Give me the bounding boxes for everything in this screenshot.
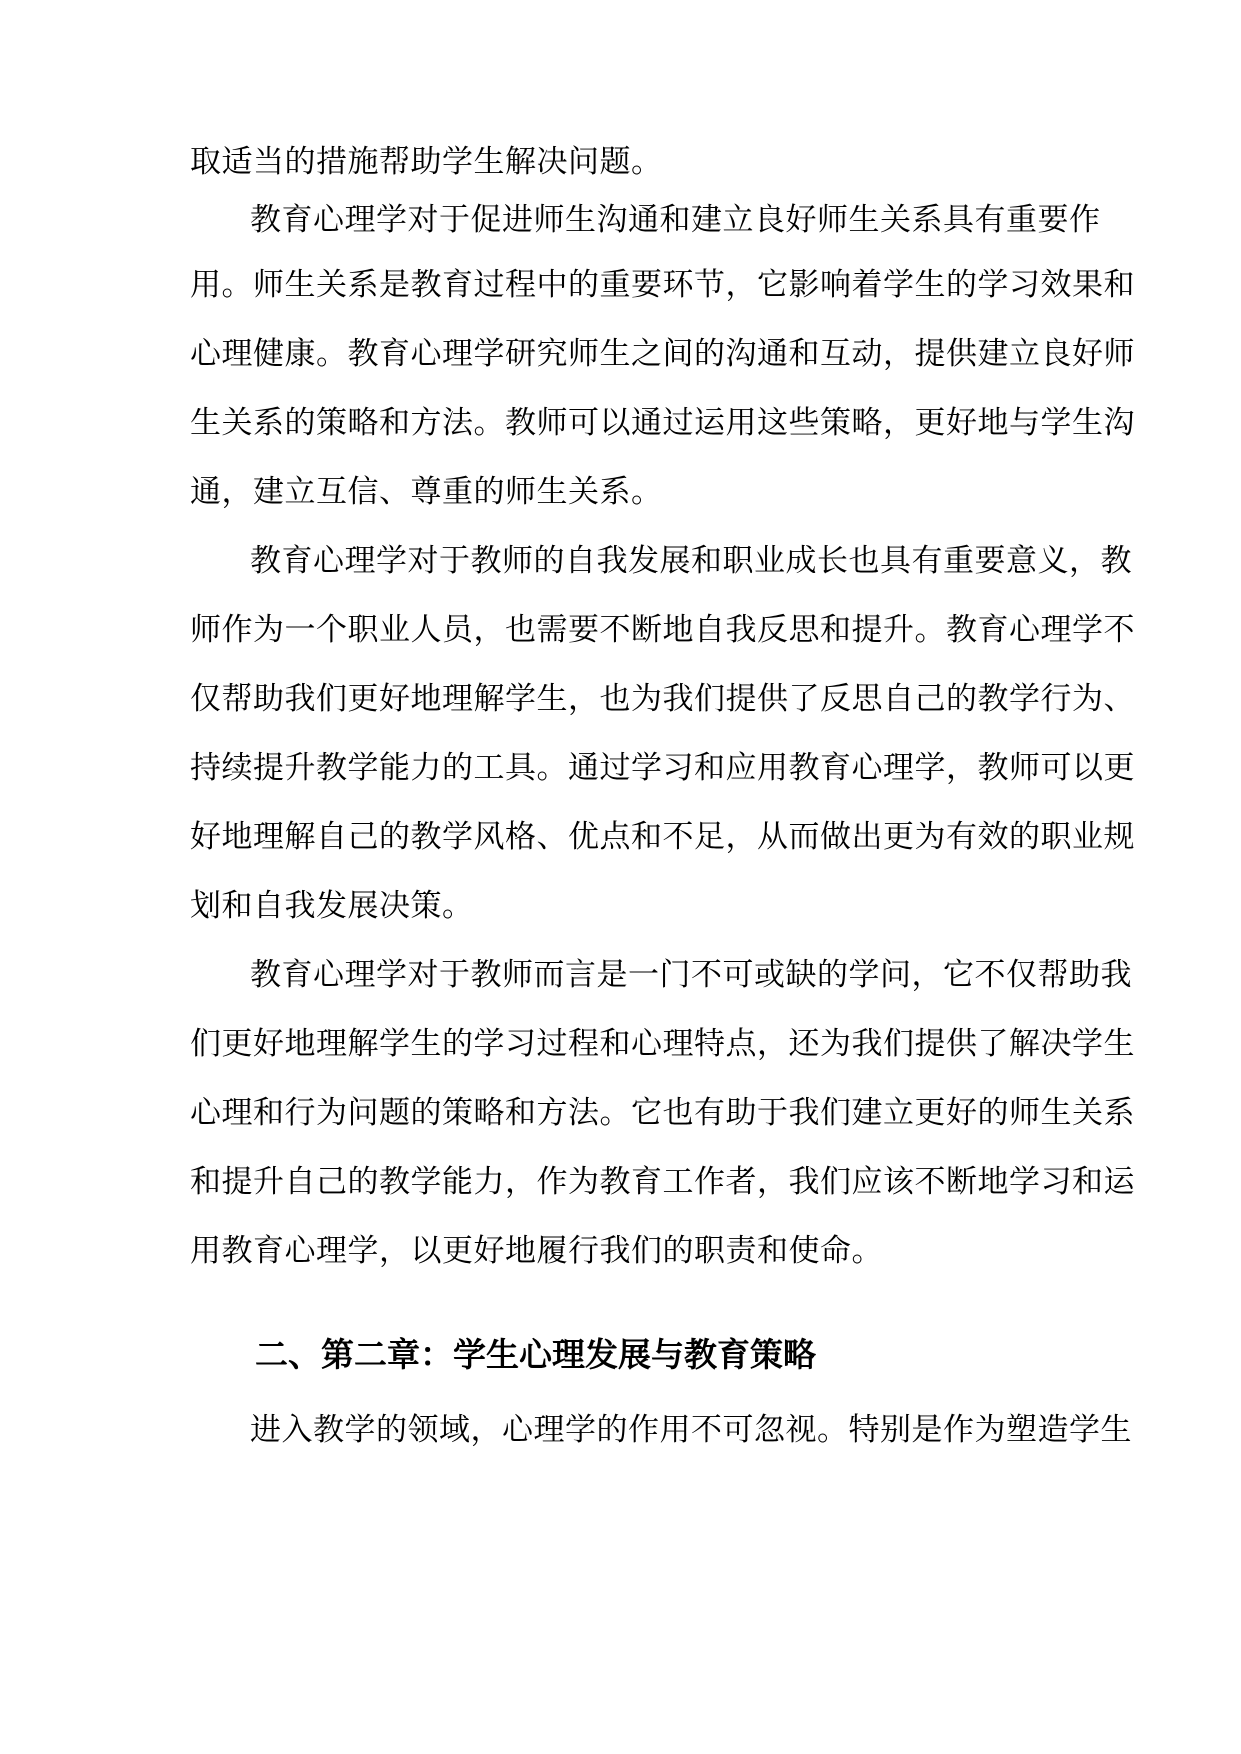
text-line: 教育心理学对于促进师生沟通和建立良好师生关系具有重要作: [250, 202, 1101, 238]
text-line: 持续提升教学能力的工具。通过学习和应用教育心理学，教师可以更: [190, 750, 1135, 786]
text-line: 用教育心理学，以更好地履行我们的职责和使命。: [190, 1233, 883, 1269]
text-line: 们更好地理解学生的学习过程和心理特点，还为我们提供了解决学生: [190, 1026, 1135, 1062]
text-line: 和提升自己的教学能力，作为教育工作者，我们应该不断地学习和运: [190, 1164, 1135, 1200]
text-line: 好地理解自己的教学风格、优点和不足，从而做出更为有效的职业规: [190, 819, 1135, 855]
text-line: 教育心理学对于教师而言是一门不可或缺的学问，它不仅帮助我: [250, 957, 1132, 993]
text-line: 教育心理学对于教师的自我发展和职业成长也具有重要意义，教: [250, 543, 1132, 579]
text-line: 进入教学的领域，心理学的作用不可忽视。特别是作为塑造学生: [250, 1412, 1132, 1448]
text-line: 划和自我发展决策。: [190, 888, 474, 924]
text-line: 仅帮助我们更好地理解学生，也为我们提供了反思自己的教学行为、: [190, 681, 1135, 717]
section-heading: 二、第二章：学生心理发展与教育策略: [255, 1335, 816, 1374]
text-line: 用。师生关系是教育过程中的重要环节，它影响着学生的学习效果和: [190, 267, 1135, 303]
text-line: 生关系的策略和方法。教师可以通过运用这些策略，更好地与学生沟: [190, 405, 1135, 441]
text-line: 通，建立互信、尊重的师生关系。: [190, 474, 663, 510]
text-line: 师作为一个职业人员，也需要不断地自我反思和提升。教育心理学不: [190, 612, 1135, 648]
text-line: 取适当的措施帮助学生解决问题。: [190, 144, 663, 180]
text-line: 心理健康。教育心理学研究师生之间的沟通和互动，提供建立良好师: [190, 336, 1135, 372]
text-line: 心理和行为问题的策略和方法。它也有助于我们建立更好的师生关系: [190, 1095, 1135, 1131]
